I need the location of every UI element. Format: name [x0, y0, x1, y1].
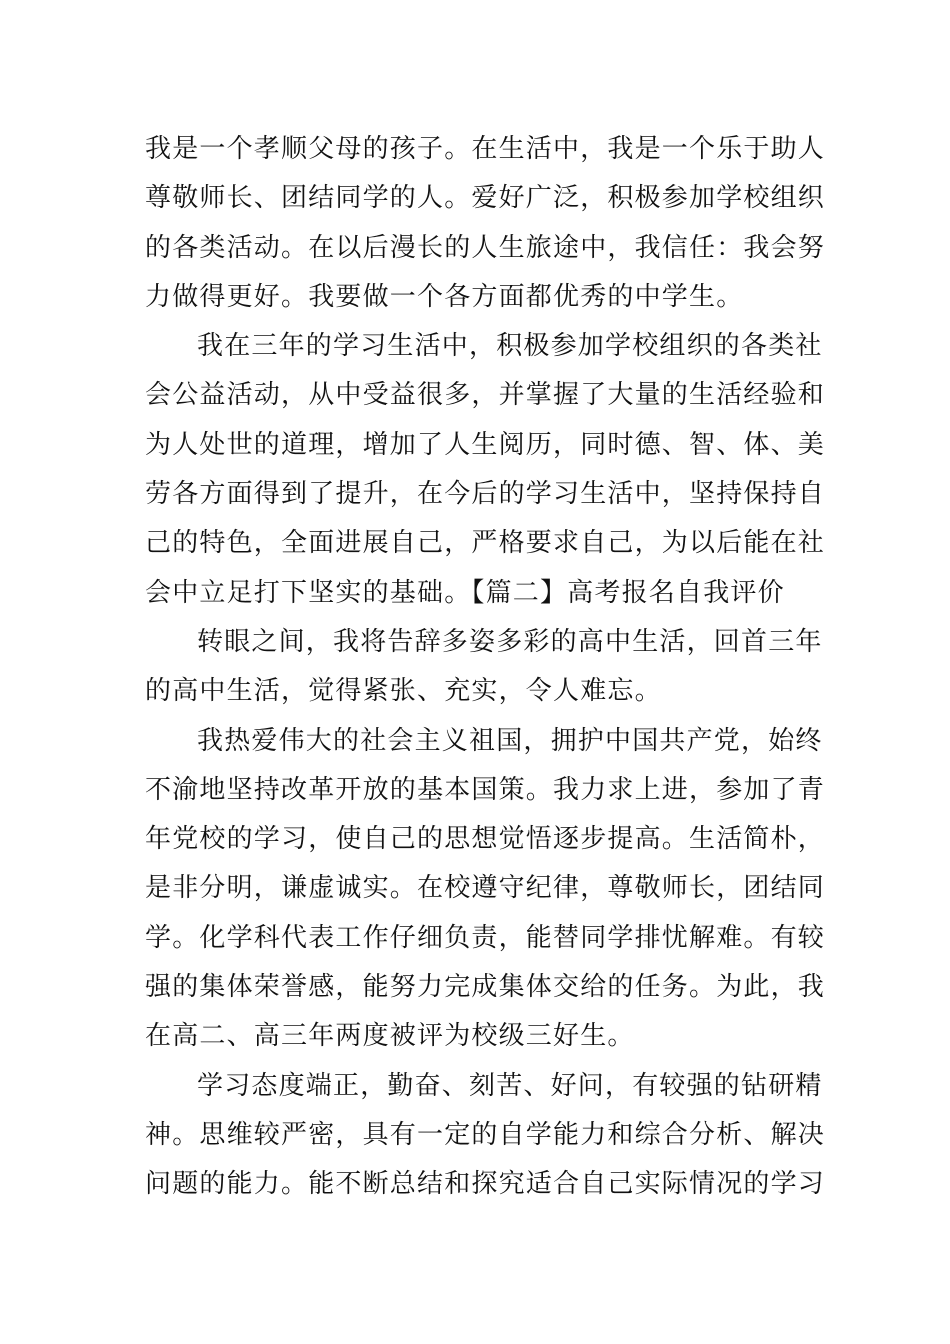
text-line: 己的特色，全面进展自己，严格要求自己，为以后能在社 — [145, 528, 826, 559]
text-line: 学。化学科代表工作仔细负责，能替同学排忧解难。有较 — [145, 922, 826, 953]
text-line: 在高二、高三年两度被评为校级三好生。 — [145, 1021, 635, 1052]
paragraph-2 — [145, 322, 826, 618]
paragraph-1 — [145, 125, 826, 322]
text-line: 会中立足打下坚实的基础。【篇二】高考报名自我评价 — [145, 577, 785, 608]
text-line: 是非分明，谦虚诚实。在校遵守纪律，尊敬师长，团结同 — [145, 873, 826, 904]
text-line: 问题的能力。能不断总结和探究适合自己实际情况的学习 — [145, 1169, 826, 1200]
text-line: 的各类活动。在以后漫长的人生旅途中，我信任：我会努 — [145, 232, 826, 263]
document-body — [145, 125, 826, 1210]
paragraph-5 — [145, 1062, 826, 1210]
text-line: 我热爱伟大的社会主义祖国，拥护中国共产党，始终 — [197, 725, 823, 756]
paragraph-3 — [145, 618, 823, 717]
paragraph-4 — [145, 717, 826, 1062]
text-line: 我在三年的学习生活中，积极参加学校组织的各类社 — [197, 331, 823, 362]
text-line: 学习态度端正，勤奋、刻苦、好问，有较强的钻研精 — [197, 1070, 823, 1101]
text-line: 会公益活动，从中受益很多，并掌握了大量的生活经验和 — [145, 380, 826, 411]
text-line: 的高中生活，觉得紧张、充实，令人难忘。 — [145, 676, 662, 707]
text-line: 为人处世的道理，增加了人生阅历，同时德、智、体、美 — [145, 429, 826, 460]
text-line: 不渝地坚持改革开放的基本国策。我力求上进，参加了青 — [145, 774, 826, 805]
text-line: 尊敬师长、团结同学的人。爱好广泛，积极参加学校组织 — [145, 183, 826, 214]
text-line: 强的集体荣誉感，能努力完成集体交给的任务。为此，我 — [145, 972, 826, 1003]
text-line: 年党校的学习，使自己的思想觉悟逐步提高。生活简朴， — [145, 824, 826, 855]
text-line: 转眼之间，我将告辞多姿多彩的高中生活，回首三年 — [197, 626, 823, 657]
text-line: 力做得更好。我要做一个各方面都优秀的中学生。 — [145, 281, 744, 312]
text-line: 神。思维较严密，具有一定的自学能力和综合分析、解决 — [145, 1119, 826, 1150]
text-line: 我是一个孝顺父母的孩子。在生活中，我是一个乐于助人 — [145, 134, 826, 164]
text-line: 劳各方面得到了提升，在今后的学习生活中，坚持保持自 — [145, 479, 826, 510]
